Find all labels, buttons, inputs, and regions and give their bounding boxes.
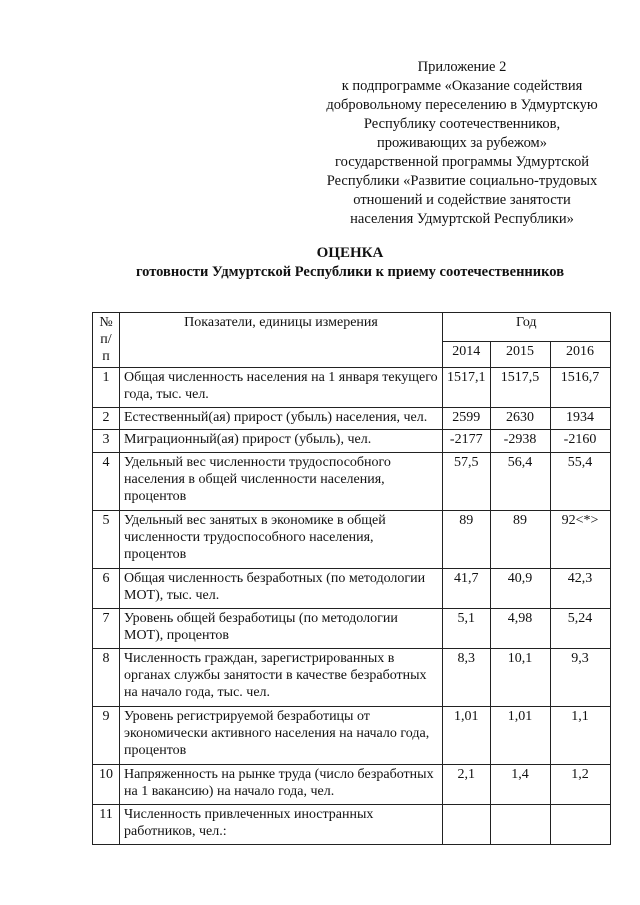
header-year: Год: [443, 313, 611, 342]
row-value-2015: 40,9: [490, 569, 550, 609]
table-row: [93, 707, 611, 765]
row-label: Численность привлеченных иностранных работников, чел.:: [120, 805, 443, 845]
row-number: 10: [93, 765, 120, 805]
row-value-2014: 41,7: [443, 569, 491, 609]
row-value-2016: [550, 805, 610, 845]
row-value-2015: 1,4: [490, 765, 550, 805]
row-label: Численность граждан, зарегистрированных в органах службы занятости в качестве безработных на начало года, тыс. чел.: [120, 649, 443, 707]
row-label: Общая численность безработных (по методологии МОТ), тыс. чел.: [120, 569, 443, 609]
appendix-line: отношений и содействие занятости: [353, 192, 571, 208]
appendix-line: государственной программы Удмуртской: [335, 154, 589, 170]
table-row: [93, 511, 611, 569]
table-row: [93, 453, 611, 511]
row-label: Естественный(ая) прирост (убыль) населения, чел.: [120, 408, 443, 430]
row-value-2015: 4,98: [490, 609, 550, 649]
indicators-table: [92, 312, 611, 845]
appendix-line: к подпрограмме «Оказание содействия: [341, 78, 583, 94]
row-value-2014: 1,01: [443, 707, 491, 765]
row-value-2014: 5,1: [443, 609, 491, 649]
header-year-2016: 2016: [550, 341, 610, 367]
table-row: [93, 368, 611, 408]
row-value-2014: 57,5: [443, 453, 491, 511]
row-label: Миграционный(ая) прирост (убыль), чел.: [120, 430, 443, 453]
row-value-2016: -2160: [550, 430, 610, 453]
row-value-2015: 1,01: [490, 707, 550, 765]
row-number: 1: [93, 368, 120, 408]
row-label: Общая численность населения на 1 января текущего года, тыс. чел.: [120, 368, 443, 408]
row-value-2015: 2630: [490, 408, 550, 430]
table-row: [93, 430, 611, 453]
row-value-2015: 56,4: [490, 453, 550, 511]
table-row: [93, 765, 611, 805]
row-value-2016: 1,2: [550, 765, 610, 805]
appendix-note: [312, 58, 612, 229]
header-year-2015: 2015: [490, 341, 550, 367]
document-subtitle: готовности Удмуртской Республики к приему соотечественников: [135, 264, 565, 280]
document-title: ОЦЕНКА: [316, 245, 384, 261]
row-number: 6: [93, 569, 120, 609]
row-value-2015: 89: [490, 511, 550, 569]
row-value-2015: [490, 805, 550, 845]
table-row: [93, 649, 611, 707]
row-number: 8: [93, 649, 120, 707]
row-value-2016: 1,1: [550, 707, 610, 765]
row-value-2015: 10,1: [490, 649, 550, 707]
row-label: Уровень общей безработицы (по методологии МОТ), процентов: [120, 609, 443, 649]
table-row: [93, 805, 611, 845]
row-value-2015: -2938: [490, 430, 550, 453]
row-number: 2: [93, 408, 120, 430]
row-value-2014: [443, 805, 491, 845]
row-label: Уровень регистрируемой безработицы от экономически активного населения на начало года, процентов: [120, 707, 443, 765]
row-value-2016: 9,3: [550, 649, 610, 707]
row-value-2016: 92<*>: [550, 511, 610, 569]
row-value-2014: 2,1: [443, 765, 491, 805]
row-value-2014: 8,3: [443, 649, 491, 707]
row-value-2016: 1934: [550, 408, 610, 430]
row-value-2014: 1517,1: [443, 368, 491, 408]
row-label: Удельный вес численности трудоспособного населения в общей численности населения, процентов: [120, 453, 443, 511]
row-value-2014: -2177: [443, 430, 491, 453]
appendix-line: проживающих за рубежом»: [377, 135, 547, 151]
row-label: Удельный вес занятых в экономике в общей численности трудоспособного населения, процентов: [120, 511, 443, 569]
header-indicator: Показатели, единицы измерения: [120, 313, 443, 368]
row-value-2014: 89: [443, 511, 491, 569]
header-year-2014: 2014: [443, 341, 491, 367]
row-number: 3: [93, 430, 120, 453]
row-number: 11: [93, 805, 120, 845]
row-number: 9: [93, 707, 120, 765]
appendix-line: добровольному переселению в Удмуртскую: [326, 97, 598, 113]
row-value-2016: 42,3: [550, 569, 610, 609]
appendix-line: Республики «Развитие социально-трудовых: [326, 173, 598, 189]
appendix-line: населения Удмуртской Республики»: [350, 211, 574, 227]
row-value-2014: 2599: [443, 408, 491, 430]
row-value-2016: 55,4: [550, 453, 610, 511]
row-value-2015: 1517,5: [490, 368, 550, 408]
table-row: [93, 408, 611, 430]
row-value-2016: 5,24: [550, 609, 610, 649]
row-label: Напряженность на рынке труда (число безработных на 1 вакансию) на начало года, чел.: [120, 765, 443, 805]
row-number: 7: [93, 609, 120, 649]
appendix-line: Приложение 2: [417, 59, 507, 75]
appendix-line: Республику соотечественников,: [363, 116, 561, 132]
row-number: 4: [93, 453, 120, 511]
header-number: № п/п: [93, 313, 120, 368]
row-value-2016: 1516,7: [550, 368, 610, 408]
table-row: [93, 609, 611, 649]
table-row: [93, 569, 611, 609]
row-number: 5: [93, 511, 120, 569]
